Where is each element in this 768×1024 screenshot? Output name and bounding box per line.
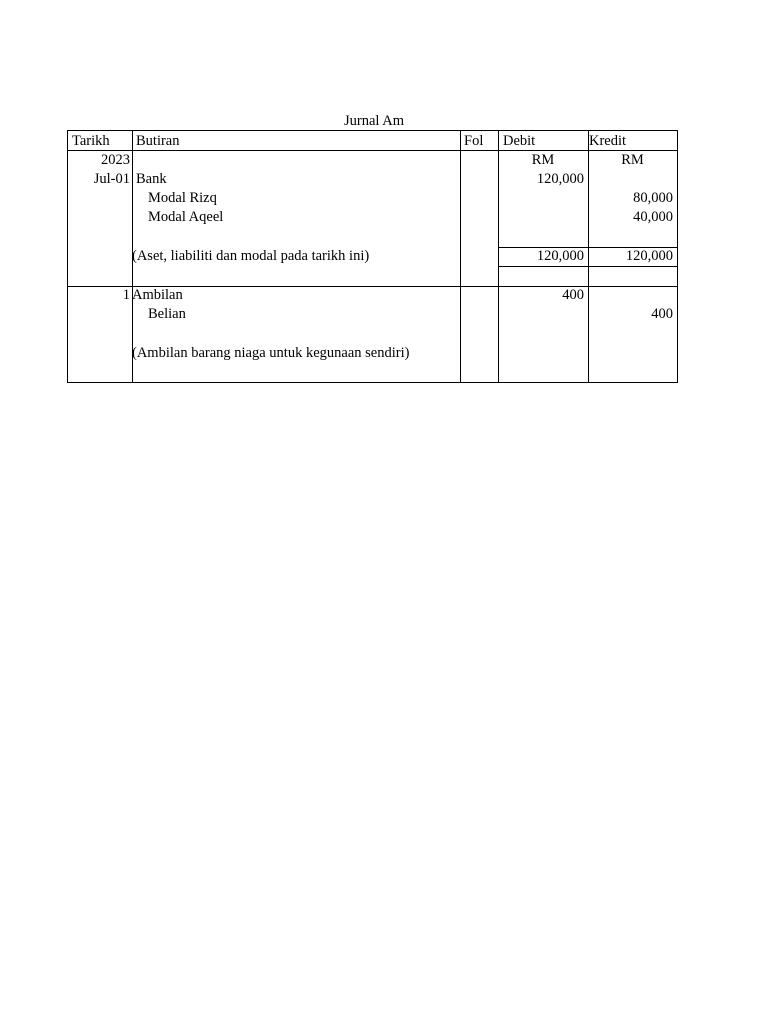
credit-account: Modal Aqeel <box>148 209 224 225</box>
credit-account: Modal Rizq <box>148 190 217 206</box>
debit-account: Ambilan <box>132 287 183 303</box>
header-debit: Debit <box>503 133 536 149</box>
credit-amount: 40,000 <box>633 209 673 225</box>
entry-date: Jul-01 <box>93 171 130 187</box>
total-bottom-rule <box>498 266 677 267</box>
header-folio: Fol <box>464 133 484 149</box>
header-description: Butiran <box>136 133 180 149</box>
debit-account: Bank <box>136 171 167 187</box>
header-date: Tarikh <box>72 133 110 149</box>
credit-amount: 400 <box>651 306 673 322</box>
journal-title: Jurnal Am <box>343 113 404 129</box>
header-credit: Kredit <box>589 133 627 149</box>
entry-narration: (Ambilan barang niaga untuk kegunaan sendiri) <box>132 345 410 361</box>
total-debit: 120,000 <box>536 248 584 264</box>
debit-amount: 120,000 <box>536 171 584 187</box>
credit-amount: 80,000 <box>633 190 673 206</box>
debit-currency: RM <box>531 152 555 168</box>
credit-account: Belian <box>148 306 186 322</box>
column-divider <box>460 131 461 382</box>
credit-currency: RM <box>621 152 644 168</box>
entry-year: 2023 <box>101 152 130 168</box>
entry-narration: (Aset, liabiliti dan modal pada tarikh ini) <box>132 248 370 264</box>
debit-amount: 400 <box>562 287 584 303</box>
total-credit: 120,000 <box>625 248 673 264</box>
general-journal-table <box>67 130 678 383</box>
entry-date: 1 <box>122 287 130 303</box>
